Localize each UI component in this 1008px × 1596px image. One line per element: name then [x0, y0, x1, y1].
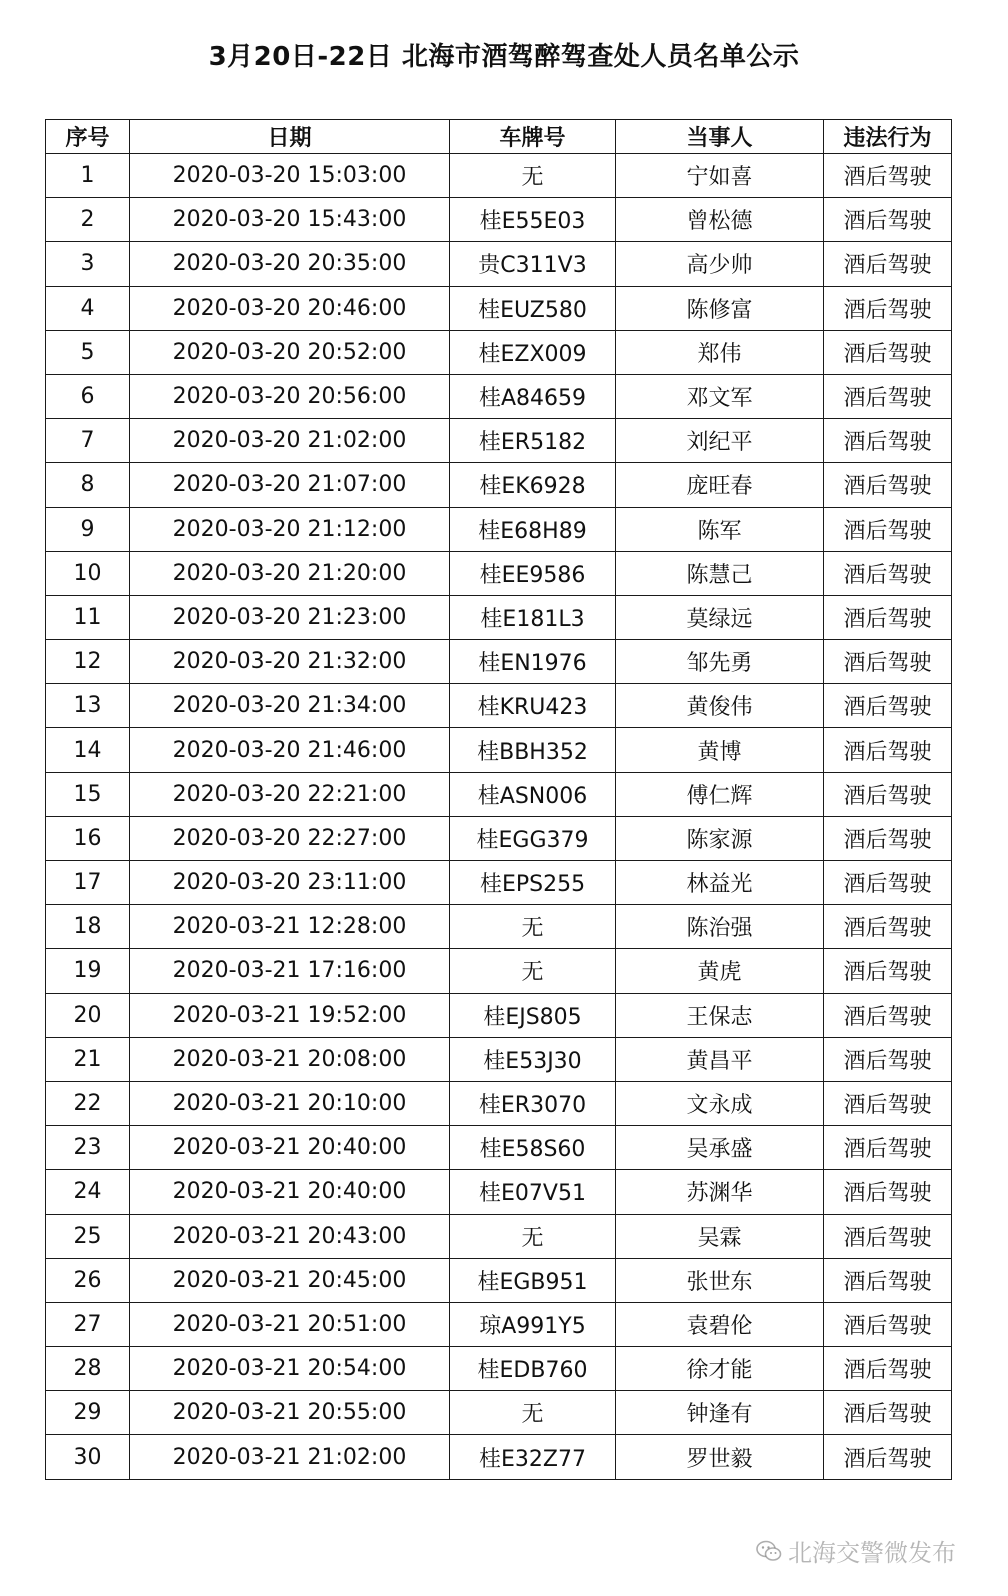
table-row [46, 816, 952, 860]
cell-offense: 酒后驾驶 [824, 1258, 952, 1302]
table-row [46, 772, 952, 816]
cell-offense: 酒后驾驶 [824, 1081, 952, 1125]
cell-date: 2020-03-20 22:21:00 [130, 772, 450, 816]
cell-plate: 桂EZX009 [450, 330, 616, 374]
cell-date: 2020-03-20 23:11:00 [130, 861, 450, 905]
cell-serial: 26 [46, 1258, 130, 1302]
cell-serial: 4 [46, 286, 130, 330]
cell-person: 袁碧伦 [616, 1302, 824, 1346]
cell-offense: 酒后驾驶 [824, 330, 952, 374]
cell-serial: 21 [46, 1037, 130, 1081]
cell-date: 2020-03-21 19:52:00 [130, 993, 450, 1037]
cell-person: 苏渊华 [616, 1170, 824, 1214]
cell-date: 2020-03-20 21:46:00 [130, 728, 450, 772]
cell-date: 2020-03-20 21:12:00 [130, 507, 450, 551]
cell-plate: 桂EPS255 [450, 861, 616, 905]
cell-date: 2020-03-21 12:28:00 [130, 905, 450, 949]
table-row [46, 1126, 952, 1170]
table-row [46, 330, 952, 374]
cell-serial: 7 [46, 419, 130, 463]
table-row [46, 684, 952, 728]
cell-date: 2020-03-21 20:40:00 [130, 1126, 450, 1170]
table-row [46, 507, 952, 551]
column-header-serial: 序号 [46, 120, 130, 154]
cell-offense: 酒后驾驶 [824, 640, 952, 684]
cell-plate: 桂EGG379 [450, 816, 616, 860]
cell-offense: 酒后驾驶 [824, 198, 952, 242]
table-row [46, 286, 952, 330]
cell-person: 傅仁辉 [616, 772, 824, 816]
cell-person: 黄昌平 [616, 1037, 824, 1081]
table-row [46, 861, 952, 905]
cell-person: 吴霖 [616, 1214, 824, 1258]
cell-plate: 桂E53J30 [450, 1037, 616, 1081]
table-row [46, 1391, 952, 1435]
cell-serial: 6 [46, 374, 130, 418]
cell-plate: 桂ASN006 [450, 772, 616, 816]
cell-serial: 3 [46, 242, 130, 286]
cell-date: 2020-03-20 21:32:00 [130, 640, 450, 684]
cell-offense: 酒后驾驶 [824, 772, 952, 816]
cell-person: 邹先勇 [616, 640, 824, 684]
cell-person: 陈修富 [616, 286, 824, 330]
table-row [46, 1435, 952, 1479]
cell-date: 2020-03-21 21:02:00 [130, 1435, 450, 1479]
cell-person: 罗世毅 [616, 1435, 824, 1479]
cell-date: 2020-03-20 21:20:00 [130, 551, 450, 595]
cell-offense: 酒后驾驶 [824, 419, 952, 463]
cell-date: 2020-03-21 20:55:00 [130, 1391, 450, 1435]
cell-offense: 酒后驾驶 [824, 463, 952, 507]
cell-person: 钟逢有 [616, 1391, 824, 1435]
table-row [46, 374, 952, 418]
cell-offense: 酒后驾驶 [824, 154, 952, 198]
cell-person: 王保志 [616, 993, 824, 1037]
cell-serial: 30 [46, 1435, 130, 1479]
table-row [46, 728, 952, 772]
cell-person: 黄虎 [616, 949, 824, 993]
cell-plate: 桂BBH352 [450, 728, 616, 772]
cell-plate: 桂EN1976 [450, 640, 616, 684]
cell-offense: 酒后驾驶 [824, 1302, 952, 1346]
cell-plate: 桂EDB760 [450, 1347, 616, 1391]
cell-offense: 酒后驾驶 [824, 595, 952, 639]
cell-offense: 酒后驾驶 [824, 993, 952, 1037]
cell-plate: 琼A991Y5 [450, 1302, 616, 1346]
cell-plate: 桂KRU423 [450, 684, 616, 728]
cell-date: 2020-03-21 20:10:00 [130, 1081, 450, 1125]
cell-person: 宁如喜 [616, 154, 824, 198]
cell-serial: 9 [46, 507, 130, 551]
cell-offense: 酒后驾驶 [824, 1391, 952, 1435]
cell-serial: 28 [46, 1347, 130, 1391]
cell-plate: 桂E181L3 [450, 595, 616, 639]
cell-serial: 22 [46, 1081, 130, 1125]
cell-serial: 18 [46, 905, 130, 949]
cell-date: 2020-03-20 22:27:00 [130, 816, 450, 860]
cell-plate: 桂E55E03 [450, 198, 616, 242]
cell-plate: 桂E58S60 [450, 1126, 616, 1170]
cell-person: 张世东 [616, 1258, 824, 1302]
cell-date: 2020-03-20 21:23:00 [130, 595, 450, 639]
cell-serial: 12 [46, 640, 130, 684]
cell-date: 2020-03-21 20:45:00 [130, 1258, 450, 1302]
cell-date: 2020-03-20 20:35:00 [130, 242, 450, 286]
cell-person: 林益光 [616, 861, 824, 905]
cell-person: 黄俊伟 [616, 684, 824, 728]
cell-date: 2020-03-20 21:02:00 [130, 419, 450, 463]
cell-plate: 桂EUZ580 [450, 286, 616, 330]
cell-person: 陈家源 [616, 816, 824, 860]
cell-offense: 酒后驾驶 [824, 551, 952, 595]
cell-serial: 17 [46, 861, 130, 905]
table-row [46, 1081, 952, 1125]
cell-serial: 13 [46, 684, 130, 728]
cell-person: 陈治强 [616, 905, 824, 949]
cell-offense: 酒后驾驶 [824, 949, 952, 993]
table-row [46, 905, 952, 949]
table-row [46, 198, 952, 242]
cell-offense: 酒后驾驶 [824, 728, 952, 772]
cell-serial: 27 [46, 1302, 130, 1346]
table-row [46, 463, 952, 507]
cell-date: 2020-03-21 20:08:00 [130, 1037, 450, 1081]
roster-table-container [45, 119, 952, 1480]
cell-plate: 桂A84659 [450, 374, 616, 418]
cell-plate: 桂EGB951 [450, 1258, 616, 1302]
cell-person: 刘纪平 [616, 419, 824, 463]
cell-plate: 桂EJS805 [450, 993, 616, 1037]
cell-serial: 1 [46, 154, 130, 198]
table-row [46, 949, 952, 993]
cell-plate: 无 [450, 1391, 616, 1435]
cell-offense: 酒后驾驶 [824, 374, 952, 418]
cell-person: 曾松德 [616, 198, 824, 242]
table-row [46, 1302, 952, 1346]
cell-offense: 酒后驾驶 [824, 816, 952, 860]
cell-plate: 桂EE9586 [450, 551, 616, 595]
cell-serial: 14 [46, 728, 130, 772]
column-header-person: 当事人 [616, 120, 824, 154]
cell-plate: 桂E07V51 [450, 1170, 616, 1214]
cell-person: 陈军 [616, 507, 824, 551]
cell-serial: 5 [46, 330, 130, 374]
watermark [756, 1533, 956, 1568]
column-header-plate: 车牌号 [450, 120, 616, 154]
cell-plate: 贵C311V3 [450, 242, 616, 286]
table-row [46, 640, 952, 684]
cell-plate: 无 [450, 154, 616, 198]
cell-plate: 无 [450, 1214, 616, 1258]
table-row [46, 1037, 952, 1081]
cell-serial: 25 [46, 1214, 130, 1258]
table-row [46, 993, 952, 1037]
cell-date: 2020-03-21 20:40:00 [130, 1170, 450, 1214]
cell-date: 2020-03-20 21:07:00 [130, 463, 450, 507]
cell-person: 莫绿远 [616, 595, 824, 639]
table-row [46, 1258, 952, 1302]
cell-serial: 11 [46, 595, 130, 639]
cell-plate: 桂E68H89 [450, 507, 616, 551]
cell-serial: 15 [46, 772, 130, 816]
cell-plate: 桂E32Z77 [450, 1435, 616, 1479]
cell-serial: 16 [46, 816, 130, 860]
cell-person: 陈慧己 [616, 551, 824, 595]
cell-offense: 酒后驾驶 [824, 684, 952, 728]
cell-person: 庞旺春 [616, 463, 824, 507]
cell-plate: 桂EK6928 [450, 463, 616, 507]
cell-plate: 桂ER3070 [450, 1081, 616, 1125]
cell-serial: 23 [46, 1126, 130, 1170]
cell-serial: 29 [46, 1391, 130, 1435]
table-row [46, 595, 952, 639]
cell-plate: 桂ER5182 [450, 419, 616, 463]
wechat-icon [756, 1540, 782, 1562]
table-row [46, 1170, 952, 1214]
cell-person: 高少帅 [616, 242, 824, 286]
table-row [46, 419, 952, 463]
cell-person: 徐才能 [616, 1347, 824, 1391]
watermark-text: 北海交警微发布 [788, 1539, 956, 1567]
table-row [46, 1214, 952, 1258]
cell-offense: 酒后驾驶 [824, 1037, 952, 1081]
page-title: 3月20日-22日 北海市酒驾醉驾查处人员名单公示 [208, 42, 800, 72]
cell-offense: 酒后驾驶 [824, 1170, 952, 1214]
cell-date: 2020-03-20 20:46:00 [130, 286, 450, 330]
table-row [46, 551, 952, 595]
cell-offense: 酒后驾驶 [824, 1126, 952, 1170]
cell-person: 郑伟 [616, 330, 824, 374]
cell-serial: 2 [46, 198, 130, 242]
cell-offense: 酒后驾驶 [824, 861, 952, 905]
table-row [46, 1347, 952, 1391]
table-row [46, 242, 952, 286]
cell-date: 2020-03-21 20:43:00 [130, 1214, 450, 1258]
cell-date: 2020-03-20 15:43:00 [130, 198, 450, 242]
cell-person: 黄博 [616, 728, 824, 772]
cell-person: 文永成 [616, 1081, 824, 1125]
column-header-date: 日期 [130, 120, 450, 154]
cell-serial: 10 [46, 551, 130, 595]
cell-date: 2020-03-20 21:34:00 [130, 684, 450, 728]
cell-date: 2020-03-20 20:52:00 [130, 330, 450, 374]
cell-offense: 酒后驾驶 [824, 1435, 952, 1479]
cell-offense: 酒后驾驶 [824, 242, 952, 286]
table-header-row [46, 120, 952, 154]
column-header-offense: 违法行为 [824, 120, 952, 154]
cell-offense: 酒后驾驶 [824, 1347, 952, 1391]
cell-offense: 酒后驾驶 [824, 1214, 952, 1258]
cell-plate: 无 [450, 949, 616, 993]
cell-offense: 酒后驾驶 [824, 905, 952, 949]
table-row [46, 154, 952, 198]
table-body [46, 154, 952, 1480]
cell-serial: 8 [46, 463, 130, 507]
cell-plate: 无 [450, 905, 616, 949]
cell-offense: 酒后驾驶 [824, 507, 952, 551]
cell-serial: 24 [46, 1170, 130, 1214]
cell-offense: 酒后驾驶 [824, 286, 952, 330]
cell-person: 邓文军 [616, 374, 824, 418]
cell-serial: 19 [46, 949, 130, 993]
cell-date: 2020-03-21 20:51:00 [130, 1302, 450, 1346]
cell-date: 2020-03-21 17:16:00 [130, 949, 450, 993]
cell-date: 2020-03-20 15:03:00 [130, 154, 450, 198]
cell-date: 2020-03-20 20:56:00 [130, 374, 450, 418]
cell-person: 吴承盛 [616, 1126, 824, 1170]
cell-serial: 20 [46, 993, 130, 1037]
cell-date: 2020-03-21 20:54:00 [130, 1347, 450, 1391]
roster-table [45, 119, 952, 1480]
